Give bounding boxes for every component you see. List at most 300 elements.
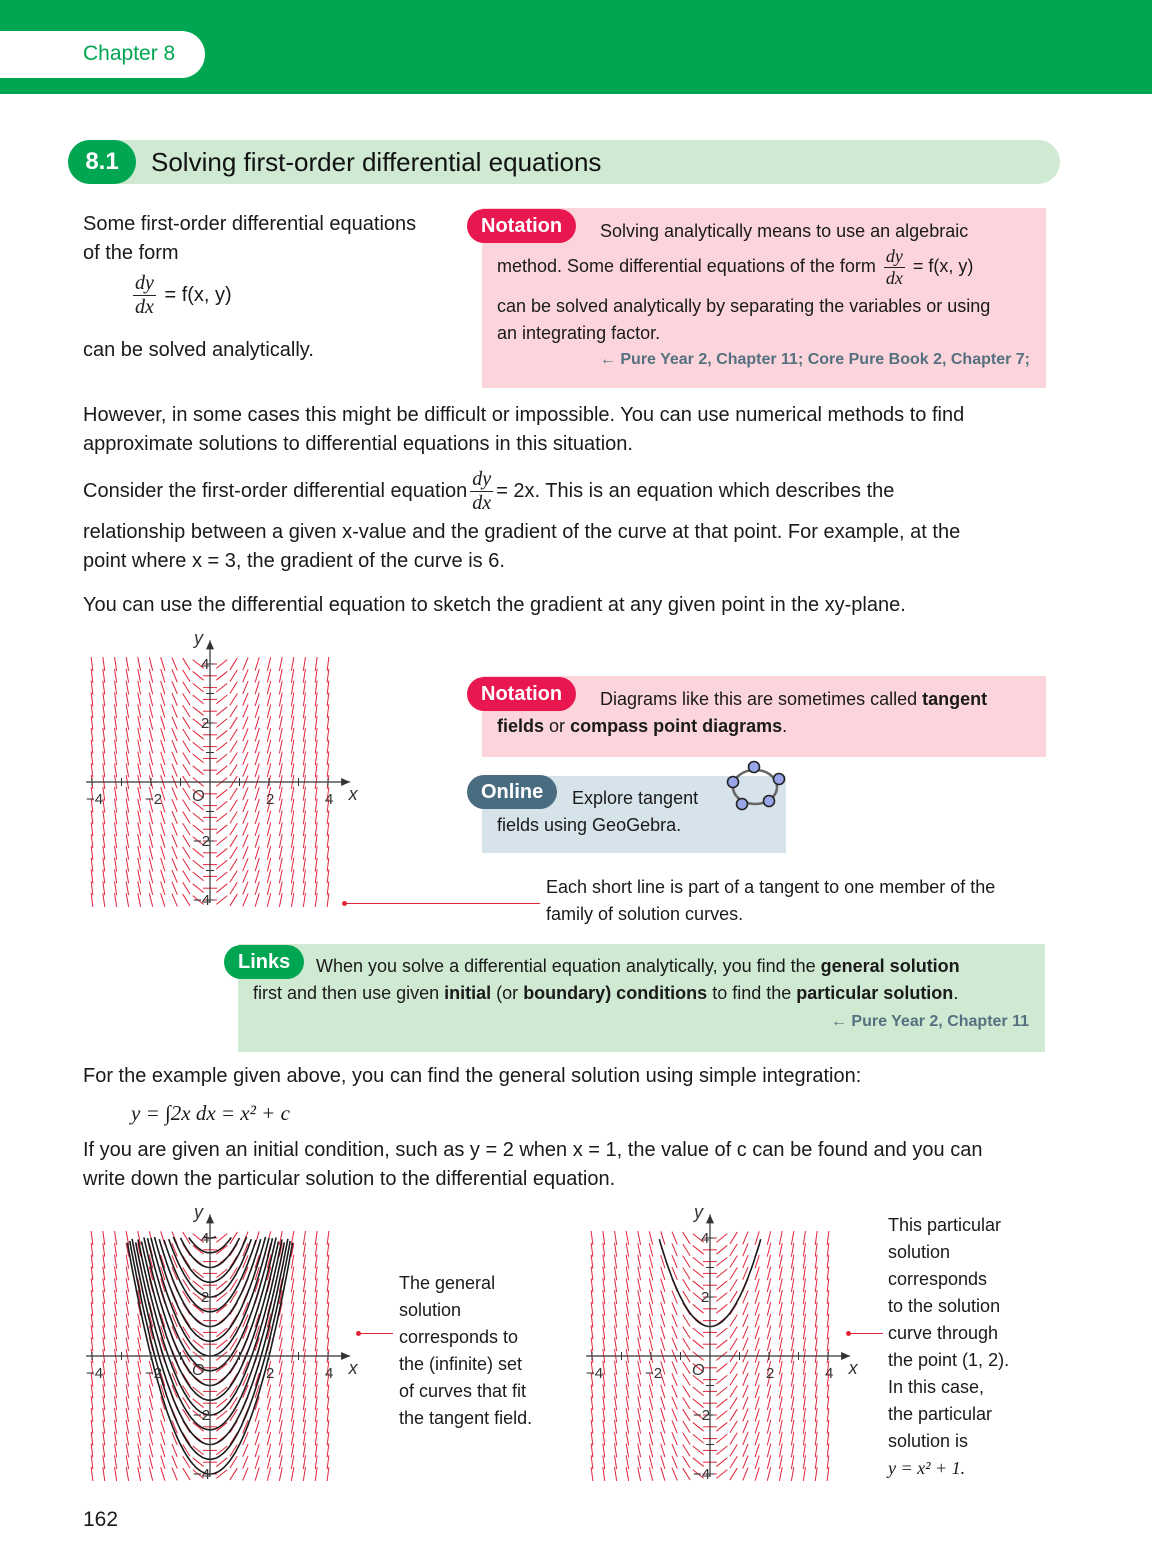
tangent-segment	[291, 1361, 293, 1375]
tangent-segment	[255, 799, 259, 812]
tangent-segment	[716, 1446, 727, 1455]
origin-label: O	[192, 1362, 205, 1379]
tangent-segment	[161, 705, 165, 718]
tangent-segment	[161, 728, 165, 741]
x-tick-label: 2	[766, 1365, 775, 1382]
tangent-segment	[126, 1385, 128, 1399]
tangent-segment	[267, 669, 270, 683]
tangent-segment	[767, 1290, 770, 1304]
tangent-segment	[767, 1444, 770, 1458]
tangent-segment	[193, 754, 204, 763]
tangent-segment	[138, 870, 141, 884]
tangent-segment	[126, 787, 128, 801]
tangent-segment	[161, 657, 165, 670]
tangent-segment	[126, 716, 128, 730]
y-tick-label: 4	[701, 1230, 710, 1247]
tangent-segment	[279, 1396, 282, 1410]
tangent-segment	[716, 1363, 727, 1372]
tangent-segment	[255, 1467, 259, 1480]
tangent-segment	[172, 717, 177, 730]
tangent-segment	[755, 1397, 759, 1410]
tangent-segment	[730, 1291, 737, 1303]
tangent-segment	[183, 870, 190, 882]
tangent-segment	[230, 693, 237, 705]
tangent-segment	[626, 1290, 628, 1304]
tangent-segment	[126, 1408, 128, 1422]
tangent-segment	[767, 1314, 770, 1328]
tangent-segment	[279, 1373, 282, 1387]
tangent-segment	[267, 893, 270, 907]
tangent-segment	[291, 1290, 293, 1304]
links-box	[238, 944, 1045, 1052]
tangent-segment	[672, 1432, 677, 1445]
tangent-segment	[791, 1385, 793, 1399]
tangent-segment	[791, 1408, 793, 1422]
tangent-segment	[755, 1290, 759, 1303]
tangent-segment	[767, 1243, 770, 1257]
y-axis-arrow	[206, 640, 214, 649]
tangent-segment	[255, 1456, 259, 1469]
tangent-segment	[279, 787, 282, 801]
tangent-segment	[138, 799, 141, 813]
tangent-segment	[661, 1279, 665, 1292]
tangent-segment	[649, 1243, 652, 1257]
tangent-segment	[767, 1396, 770, 1410]
tangent-segment	[279, 1467, 282, 1481]
tangent-segment	[791, 1302, 793, 1316]
tangent-segment	[649, 1408, 652, 1422]
y-tick-label: 2	[701, 1289, 710, 1306]
tangent-segment	[779, 1231, 782, 1245]
tangent-segment	[138, 1326, 141, 1340]
tangent-segment	[693, 1340, 704, 1349]
tangent-segment	[279, 1432, 282, 1446]
page-number: 162	[83, 1508, 119, 1531]
tangent-segment	[743, 1291, 748, 1304]
tangent-segment	[683, 1385, 690, 1397]
tangent-segment	[661, 1326, 665, 1339]
tangent-segment	[693, 1446, 704, 1455]
intro-line: Some first-order differential equations	[83, 213, 417, 235]
tangent-segment	[755, 1302, 759, 1315]
tangent-segment	[626, 1467, 628, 1481]
tangent-segment	[161, 1420, 165, 1433]
tangent-segment	[243, 752, 248, 765]
tangent-segment	[661, 1267, 665, 1280]
tangent-segment	[683, 1315, 690, 1327]
tangent-segment	[149, 669, 152, 683]
tangent-segment	[149, 1408, 152, 1422]
notation-text: an integrating factor.	[497, 323, 661, 343]
tangent-segment	[716, 1234, 727, 1243]
tangent-segment	[216, 825, 227, 834]
tangent-segment	[661, 1385, 665, 1398]
tangent-segment	[649, 1231, 652, 1245]
tangent-segment	[779, 1243, 782, 1257]
tangent-segment	[743, 1314, 748, 1327]
tangent-segment	[138, 669, 141, 683]
tangent-segment	[172, 787, 177, 800]
tangent-segment	[172, 894, 177, 907]
tangent-segment	[255, 764, 259, 777]
tangent-segment	[791, 1361, 793, 1375]
tangent-segment	[172, 752, 177, 765]
tangent-segment	[638, 1385, 641, 1399]
tangent-segment	[693, 1328, 704, 1337]
integral-equation: y = ∫2x dx = x² + c	[131, 1101, 290, 1125]
paragraph: You can use the differential equation to sketch the gradient at any given point in the xy-plane.	[83, 594, 906, 616]
tangent-segment	[767, 1337, 770, 1351]
tangent-segment	[279, 669, 282, 683]
tangent-segment	[161, 693, 165, 706]
notation-text: Solving analytically means to use an algebraic	[600, 221, 969, 241]
tangent-segment	[779, 1385, 782, 1399]
tangent-segment	[149, 811, 152, 825]
tangent-segment	[216, 884, 227, 893]
tangent-segment	[291, 1385, 293, 1399]
tangent-segment	[638, 1432, 641, 1446]
x-axis-label: x	[348, 1358, 358, 1378]
tangent-segment	[267, 1408, 270, 1422]
tangent-segment	[267, 881, 270, 895]
tangent-segment	[683, 1362, 690, 1374]
tangent-segment	[216, 695, 227, 704]
tangent-segment	[716, 1304, 727, 1313]
tangent-segment	[649, 1444, 652, 1458]
tangent-segment	[216, 1293, 227, 1302]
tangent-segment	[161, 811, 165, 824]
tangent-segment	[243, 693, 248, 706]
tangent-segment	[767, 1326, 770, 1340]
tangent-segment	[230, 764, 237, 776]
tangent-segment	[626, 1385, 628, 1399]
tangent-segment	[279, 1455, 282, 1469]
tangent-segment	[230, 705, 237, 717]
tangent-segment	[791, 1467, 793, 1481]
tangent-segment	[638, 1444, 641, 1458]
tangent-segment	[638, 1243, 641, 1257]
tangent-segment	[683, 1456, 690, 1468]
tangent-segment	[267, 1444, 270, 1458]
tangent-segment	[638, 1314, 641, 1328]
tangent-segment	[672, 1456, 677, 1469]
tangent-segment	[291, 787, 293, 801]
tangent-segment	[649, 1455, 652, 1469]
tangent-segment	[672, 1361, 677, 1374]
tangent-segment	[626, 1432, 628, 1446]
tangent-segment	[126, 752, 128, 766]
tangent-segment	[255, 681, 259, 694]
cross-reference: ← Pure Year 2, Chapter 11	[830, 1013, 1029, 1030]
tangent-segment	[161, 858, 165, 871]
tangent-segment	[216, 766, 227, 775]
tangent-segment	[291, 1278, 293, 1292]
tangent-segment	[291, 811, 293, 825]
general-solution-graph	[80, 1200, 370, 1486]
tangent-segment	[661, 1467, 665, 1480]
tangent-segment	[138, 1396, 141, 1410]
tangent-segment	[683, 1244, 690, 1256]
tangent-segment	[243, 811, 248, 824]
particular-solution-note: This particular solution corresponds to the solution curve through the point (1, 2). In this case, the particular solution is y = x² + 1.	[888, 1215, 1010, 1478]
tangent-segment	[779, 1467, 782, 1481]
tangent-segment	[126, 1255, 128, 1269]
tangent-segment	[791, 1326, 793, 1340]
tangent-segment	[267, 834, 270, 848]
tangent-segment	[779, 1444, 782, 1458]
tangent-segment	[183, 705, 190, 717]
y-tick-label: −2	[693, 1407, 711, 1424]
tangent-segment	[255, 1432, 259, 1445]
tangent-segment	[291, 693, 293, 707]
tangent-segment	[291, 763, 293, 777]
tangent-segment	[279, 834, 282, 848]
tangent-segment	[683, 1232, 690, 1244]
tangent-segment	[279, 681, 282, 695]
tangent-segment	[291, 1302, 293, 1316]
tangent-segment	[626, 1243, 628, 1257]
tangent-segment	[626, 1444, 628, 1458]
tangent-segment	[267, 657, 270, 671]
tangent-segment	[730, 1456, 737, 1468]
tangent-segment	[291, 822, 293, 836]
tangent-segment	[779, 1455, 782, 1469]
tangent-segment	[138, 1444, 141, 1458]
tangent-segment	[649, 1467, 652, 1481]
tangent-segment	[730, 1326, 737, 1338]
tangent-segment	[149, 1467, 152, 1481]
tangent-segment	[138, 846, 141, 860]
tangent-segment	[161, 752, 165, 765]
tangent-segment	[172, 705, 177, 718]
tangent-segment	[672, 1243, 677, 1256]
tangent-segment	[730, 1232, 737, 1244]
tangent-segment	[716, 1245, 727, 1254]
tangent-segment	[172, 858, 177, 871]
tangent-segment	[730, 1362, 737, 1374]
tangent-segment	[638, 1278, 641, 1292]
tangent-segment	[243, 823, 248, 836]
tangent-segment	[267, 728, 270, 742]
tangent-segment	[255, 716, 259, 729]
tangent-segment	[267, 870, 270, 884]
tangent-segment	[649, 1337, 652, 1351]
tangent-segment	[743, 1397, 748, 1410]
tangent-segment	[183, 788, 190, 800]
tangent-segment	[791, 1337, 793, 1351]
equation-rhs: = f(x, y)	[164, 283, 232, 306]
tangent-segment	[216, 754, 227, 763]
tangent-segment	[791, 1267, 793, 1281]
tangent-segment	[791, 1455, 793, 1469]
tangent-segment	[216, 742, 227, 751]
tangent-segment	[149, 740, 152, 754]
leader-line	[849, 1333, 883, 1334]
tangent-segment	[279, 1361, 282, 1375]
tangent-segment	[138, 1467, 141, 1481]
tangent-segment	[291, 1314, 293, 1328]
tangent-segment	[638, 1267, 641, 1281]
tangent-segment	[291, 1408, 293, 1422]
tangent-segment	[183, 847, 190, 859]
tangent-segment	[279, 1444, 282, 1458]
tangent-segment	[626, 1396, 628, 1410]
tangent-segment	[183, 894, 190, 906]
notation-pill: Notation	[467, 677, 576, 711]
tangent-segment	[779, 1361, 782, 1375]
tangent-segment	[138, 681, 141, 695]
tangent-segment	[255, 752, 259, 765]
tangent-segment	[193, 742, 204, 751]
tangent-segment	[172, 1468, 177, 1481]
tangent-segment	[683, 1291, 690, 1303]
tangent-segment	[230, 741, 237, 753]
x-tick-label: 4	[325, 791, 334, 808]
tangent-segment	[291, 834, 293, 848]
y-tick-label: −2	[193, 833, 211, 850]
online-text: Explore tangent	[572, 788, 699, 808]
tangent-segment	[193, 860, 204, 869]
y-tick-label: −4	[693, 1466, 711, 1483]
tangent-segment	[767, 1255, 770, 1269]
tangent-segment	[183, 741, 190, 753]
y-tick-label: 2	[201, 715, 210, 732]
y-tick-label: −4	[193, 1466, 211, 1483]
tangent-segment	[661, 1408, 665, 1421]
tangent-segment	[767, 1231, 770, 1245]
tangent-segment	[126, 1302, 128, 1316]
tangent-segment	[138, 1432, 141, 1446]
tangent-segment	[716, 1470, 727, 1479]
tangent-segment	[683, 1409, 690, 1421]
tangent-segment	[255, 1420, 259, 1433]
tangent-segment	[649, 1385, 652, 1399]
tangent-segment	[243, 1456, 248, 1469]
tangent-segment	[755, 1444, 759, 1457]
tangent-segment	[161, 893, 165, 906]
tangent-segment	[172, 823, 177, 836]
tangent-segment	[267, 1432, 270, 1446]
tangent-segment	[779, 1290, 782, 1304]
tangent-segment	[161, 846, 165, 859]
intro-text	[83, 210, 416, 268]
tangent-segment	[683, 1326, 690, 1338]
tangent-segment	[126, 822, 128, 836]
tangent-segment	[126, 1396, 128, 1410]
tangent-segment	[755, 1456, 759, 1469]
tangent-segment	[291, 716, 293, 730]
tangent-segment	[743, 1361, 748, 1374]
tangent-segment	[193, 683, 204, 692]
tangent-segment	[649, 1302, 652, 1316]
tangent-segment	[267, 681, 270, 695]
tangent-segment	[126, 657, 128, 671]
tangent-segment	[672, 1338, 677, 1351]
tangent-segment	[138, 893, 141, 907]
tangent-segment	[779, 1337, 782, 1351]
tangent-segment	[683, 1279, 690, 1291]
tangent-segment	[183, 859, 190, 871]
notation-text: Diagrams like this are sometimes called tangent	[600, 689, 988, 709]
tangent-segment	[149, 1432, 152, 1446]
tangent-segment	[149, 1420, 152, 1434]
tangent-segment	[193, 695, 204, 704]
tangent-segment	[183, 823, 190, 835]
tangent-segment	[672, 1397, 677, 1410]
tangent-segment	[791, 1373, 793, 1387]
tangent-segment	[267, 763, 270, 777]
tangent-segment	[693, 1434, 704, 1443]
tangent-segment	[767, 1302, 770, 1316]
paragraph: However, in some cases this might be difficult or impossible. You can use numerical methods to find approximate solutions to differential equations in this situation.	[83, 404, 965, 455]
tangent-segment	[126, 763, 128, 777]
tangent-segment	[779, 1396, 782, 1410]
tangent-segment	[672, 1468, 677, 1481]
tangent-segment	[626, 1302, 628, 1316]
tangent-segment	[291, 704, 293, 718]
tangent-segment	[743, 1456, 748, 1469]
tangent-segment	[791, 1278, 793, 1292]
tangent-segment	[172, 728, 177, 741]
tangent-segment	[638, 1290, 641, 1304]
tangent-segment	[767, 1278, 770, 1292]
tangent-segment	[755, 1326, 759, 1339]
tangent-segment	[672, 1444, 677, 1457]
tangent-segment	[672, 1409, 677, 1422]
tangent-segment	[279, 893, 282, 907]
origin-label: O	[692, 1362, 705, 1379]
tangent-segment	[267, 693, 270, 707]
tangent-segment	[216, 872, 227, 881]
dy-dx-fraction: $\frac{dy}{dx}$	[472, 468, 492, 514]
tangent-segment	[730, 1397, 737, 1409]
tangent-segment	[161, 681, 165, 694]
tangent-segment	[649, 1396, 652, 1410]
tangent-segment	[243, 705, 248, 718]
tangent-segment	[216, 896, 227, 905]
tangent-segment	[291, 1373, 293, 1387]
tangent-segment	[138, 693, 141, 707]
tangent-segment	[193, 766, 204, 775]
tangent-segment	[279, 1408, 282, 1422]
tangent-segment	[267, 704, 270, 718]
tangent-segment	[255, 728, 259, 741]
tangent-segment	[779, 1302, 782, 1316]
tangent-segment	[279, 799, 282, 813]
tangent-segment	[279, 870, 282, 884]
tangent-segment	[230, 847, 237, 859]
tangent-segment	[126, 1455, 128, 1469]
tangent-segment	[291, 1337, 293, 1351]
tangent-segment	[279, 728, 282, 742]
tangent-segment	[638, 1326, 641, 1340]
tangent-segment	[230, 800, 237, 812]
tangent-segment	[683, 1444, 690, 1456]
tangent-segment	[267, 1455, 270, 1469]
tangent-segment	[683, 1338, 690, 1350]
tangent-segment	[791, 1420, 793, 1434]
tangent-segment	[730, 1256, 737, 1268]
paragraph: relationship between a given x-value and the gradient of the curve at that point. For example, at the point where x = 3, the gradient of the curve is 6.	[83, 521, 961, 572]
leader-line	[359, 1333, 393, 1334]
tangent-segment	[149, 822, 152, 836]
tangent-segment	[672, 1420, 677, 1433]
tangent-segment	[755, 1432, 759, 1445]
tangent-segment	[279, 1314, 282, 1328]
tangent-segment	[661, 1231, 665, 1244]
x-tick-label: 4	[325, 1365, 334, 1382]
tangent-segment	[291, 1432, 293, 1446]
